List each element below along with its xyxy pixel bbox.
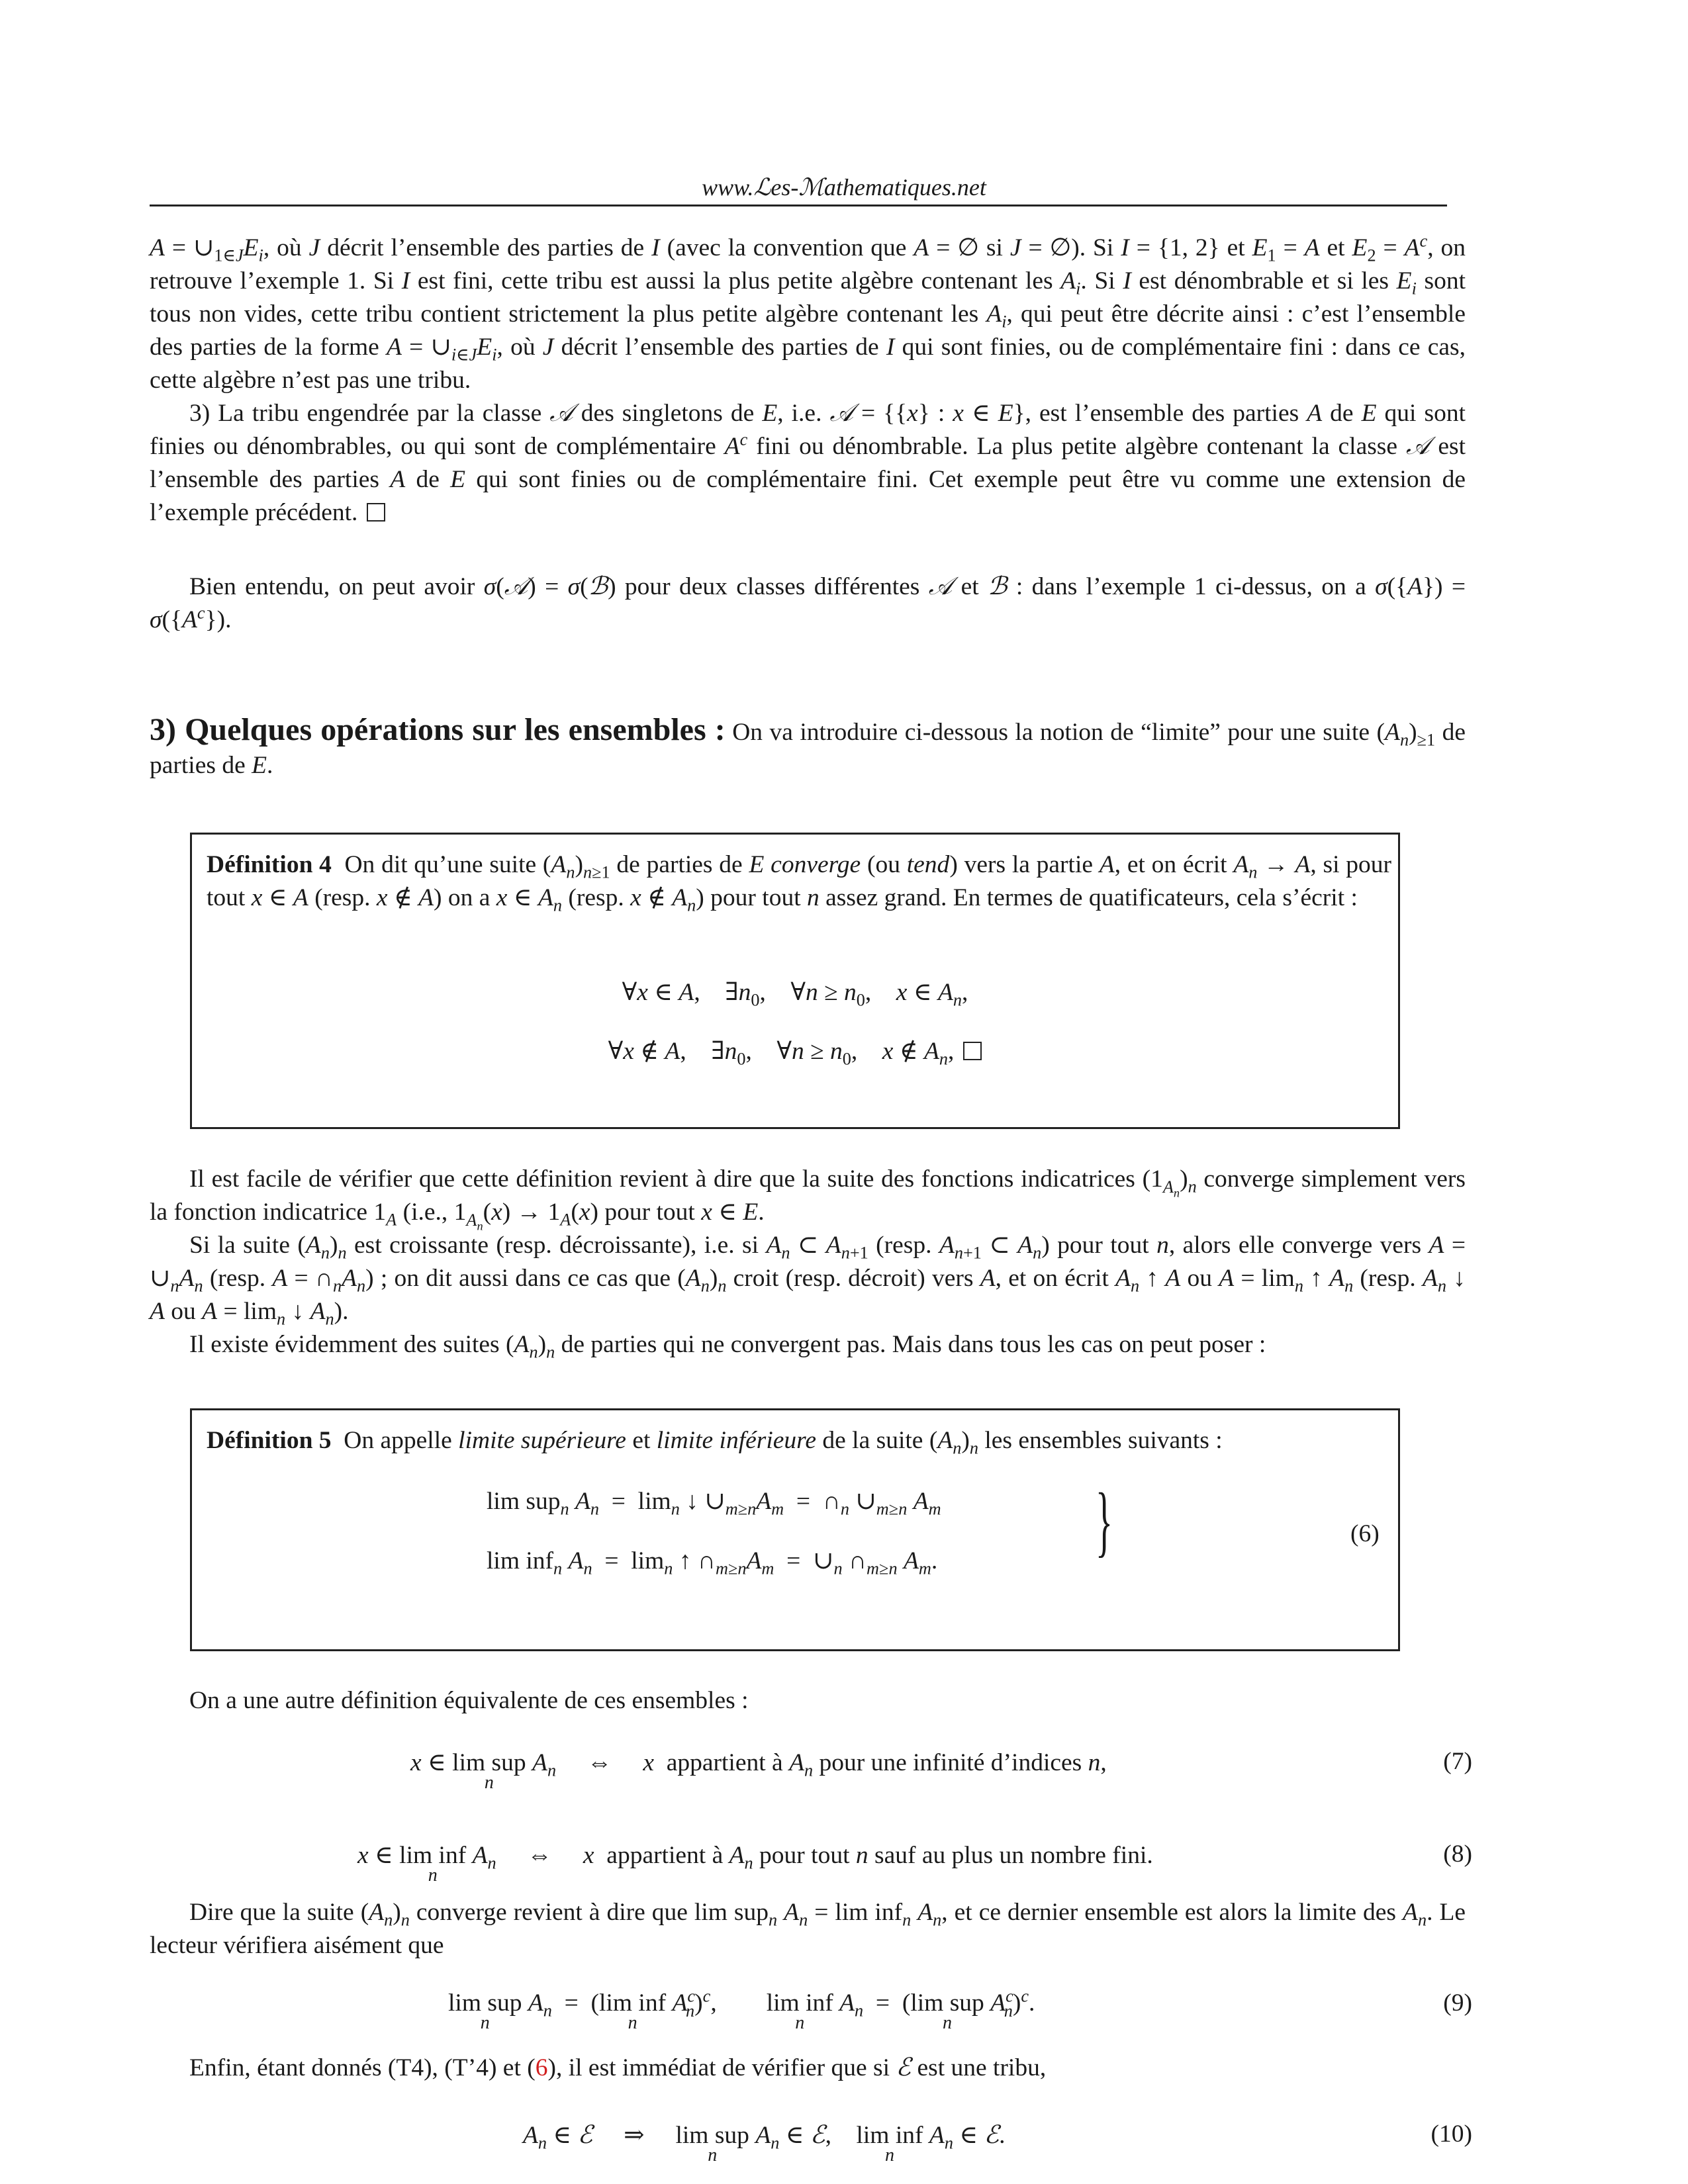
equation-10: $A_n$ ∈ ℰ ⇒ lim sup n $A_n$ ∈ ℰ, lim inf n $A_n$ ∈ ℰ.	[523, 2122, 1006, 2165]
equiv-intro: On a une autre définition équivalente de ces ensembles :	[189, 1687, 749, 1714]
qed-symbol	[963, 1042, 982, 1060]
definition-4-text: Définition 4 On dit qu’une suite $(A_n)_{n\ge 1}$ de parties de E converge (ou tend) vers la partie A, et on écrit $A_n \to A$, si pour tout x ∈ A (resp. x ∉ A) on a x ∈ $A_n$ (resp. x ∉ $A_n$) pour tout n assez grand. En termes de quatificateurs, cela s’écrit :	[207, 851, 1392, 915]
equation-number-8: (8)	[1443, 1841, 1472, 1868]
right-brace: }	[1096, 1477, 1113, 1565]
definition-5-label: Définition 5	[207, 1427, 332, 1454]
definition-5-eq-liminf: lim inf$_n$ $A_n = \lim_n$ ↑ $\cap_{m\ge n}A_m$ = $\cup_n$ $\cap_{m\ge n}$ $A_m$.	[487, 1547, 938, 1578]
equiv-paragraph-1: Dire que la suite $(A_n)_n$ converge revient à dire que lim sup$_n$ $A_n = \lim inf_n$ $A_n$, et ce dernier ensemble est alors la limite des $A_n$. Le lecteur vérifiera aisément que	[150, 1899, 1466, 1959]
equation-number-10: (10)	[1430, 2120, 1472, 2148]
mid-paragraph-2: Si la suite $(A_n)_n$ est croissante (resp. décroissante), i.e. si $A_n$ ⊂ $A_{n+1}$ (resp. $A_{n+1}$ ⊂ $A_n$) pour tout n, alors elle converge vers $A = \cup_nA_n$ (resp. $A = \cap_nA_n$) ; on dit aussi dans ce cas que $(A_n)_n$ croit (resp. décroit) vers A, et on écrit $A_n$ ↑ A ou $A = \lim_n$ ↑ $A_n$ (resp. $A_n$ ↓ A ou $A = \lim_n$ ↓ $A_n$).	[150, 1232, 1466, 1329]
header-rule	[150, 205, 1447, 206]
equation-number-7: (7)	[1443, 1748, 1472, 1775]
mid-paragraph-3: Il existe évidemment des suites $(A_n)_n$ de parties qui ne convergent pas. Mais dans tous les cas on peut poser :	[189, 1331, 1266, 1362]
equation-number-6: (6)	[1350, 1520, 1380, 1547]
equation-6-reference[interactable]: 6	[535, 2054, 548, 2081]
equiv-paragraph-2: Enfin, étant donnés (T4), (T’4) et (6), il est immédiat de vérifier que si ℰ est une tribu,	[189, 2054, 1047, 2081]
definition-5-eq-limsup: lim sup$_n$ $A_n = \lim_n$ ↓ $\cup_{m\ge n}A_m$ = $\cap_n$ $\cup_{m\ge n}$ $A_m$	[487, 1488, 941, 1519]
definition-4-formula-2: ∀x ∉ A, $\exists n_0$, ∀n ≥ $n_0$, x ∉ $A_n$,	[190, 1036, 1400, 1066]
equation-9: lim sup n $A_n = (\lim$ inf n $A^c_n)^c$, lim inf n $A_n = (\lim$ sup n $A^c_n)^c$.	[448, 1986, 1035, 2033]
equation-8: x ∈ lim inf n $A_n$ ⇔ x appartient à $A_n$ pour tout n sauf au plus un nombre fini.	[357, 1842, 1153, 1886]
page-header[interactable]: www.ℒes-ℳathematiques.net	[702, 174, 986, 201]
intro-paragraph-2: 3) La tribu engendrée par la classe 𝒜 des singletons de E, i.e. 𝒜 = {{x} : x ∈ E}, est l’ensemble des parties A de E qui sont finies ou dénombrables, ou qui sont de complémentaire $A^c$ fini ou dénombrable. La plus petite algèbre contenant la classe 𝒜 est l’ensemble des parties A de E qui sont finies ou de complémentaire fini. Cet exemple peut être vu comme une extension de l’exemple précédent.	[150, 400, 1466, 526]
definition-4-formula-1: ∀x ∈ A, $\exists n_0$, ∀n ≥ $n_0$, x ∈ $A_n$,	[622, 979, 968, 1010]
equation-number-9: (9)	[1443, 1989, 1472, 2017]
definition-5-text: Définition 5 On appelle limite supérieure et limite inférieure de la suite $(A_n)_n$ les ensembles suivants :	[207, 1427, 1223, 1458]
definition-4-label: Définition 4	[207, 851, 332, 878]
equation-7: x ∈ lim sup n $A_n$ ⇔ x appartient à $A_n$ pour une infinité d’indices n,	[410, 1749, 1107, 1793]
section-3: 3) Quelques opérations sur les ensembles : On va introduire ci-dessous la notion de “limite” pour une suite $(A_n)_{\ge 1}$ de parties de E.	[150, 712, 1466, 779]
mid-paragraph-1: Il est facile de vérifier que cette définition revient à dire que la suite des fonctions indicatrices $(1_{A_n})_n$ converge simplement vers la fonction indicatrice $1_A$ (i.e., $1_{A_n}(x) \to 1_A(x)$ pour tout x ∈ E.	[150, 1165, 1466, 1232]
intro-paragraph-1: $A = \cup_{1\in J}E_i$, où J décrit l’ensemble des parties de I (avec la convention que A = ∅ si J = ∅). Si I = {1, 2} et $E_1 = A$ et $E_2 = A^c$, on retrouve l’exemple 1. Si I est fini, cette tribu est aussi la plus petite algèbre contenant les $A_i$. Si I est dénombrable et si les $E_i$ sont tous non vides, cette tribu contient strictement la plus petite algèbre contenant les $A_i$, qui peut être décrite ainsi : c’est l’ensemble des parties de la forme $A = \cup_{i\in J}E_i$, où J décrit l’ensemble des parties de I qui sont finies, ou de complémentaire fini : dans ce cas, cette algèbre n’est pas une tribu.	[150, 231, 1466, 394]
section-title: 3) Quelques opérations sur les ensembles :	[150, 712, 726, 747]
qed-symbol	[367, 503, 385, 522]
intro-paragraph-3: Bien entendu, on peut avoir σ(𝒜) = σ(ℬ) pour deux classes différentes 𝒜 et ℬ : dans l’exemple 1 ci-dessus, on a $\sigma(\{A\}) = \sigma(\{A^c\})$.	[150, 573, 1466, 633]
